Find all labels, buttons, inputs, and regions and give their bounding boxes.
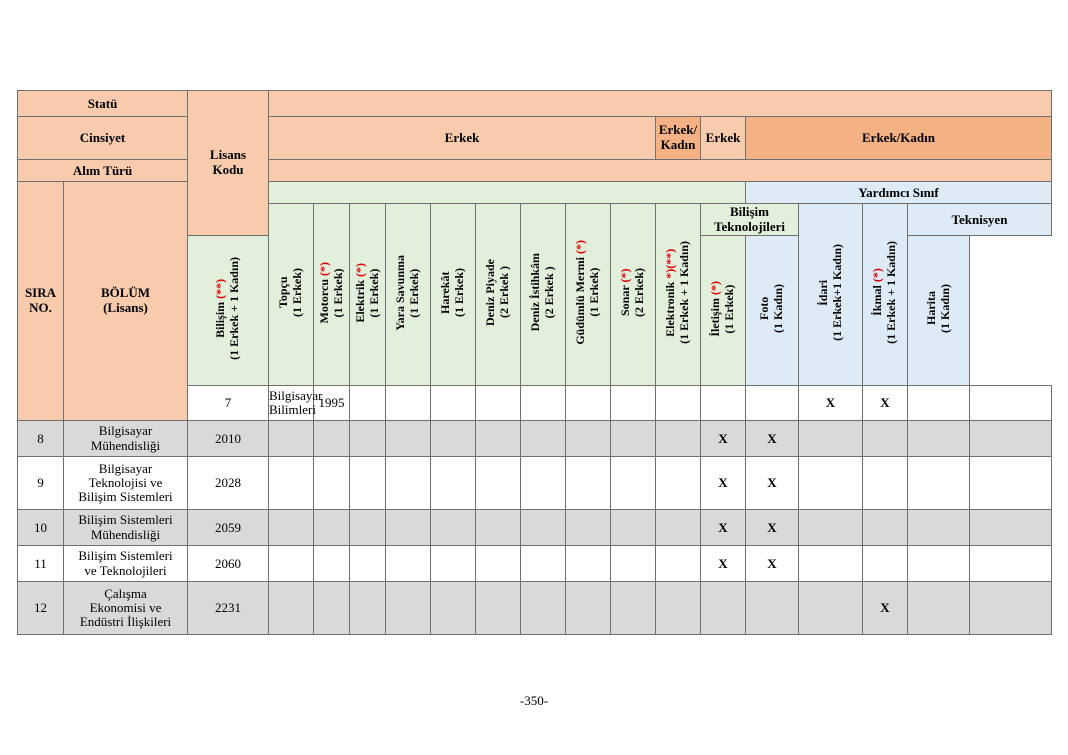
row-department: Bilişim Sistemleri ve Teknolojileri xyxy=(64,546,188,582)
row-mark-cell xyxy=(350,546,386,582)
row-mark-cell xyxy=(431,546,476,582)
row-mark-cell xyxy=(746,582,799,635)
column-header xyxy=(656,204,701,386)
row-mark-cell xyxy=(908,546,970,582)
row-mark-cell xyxy=(350,510,386,546)
row-mark-cell xyxy=(970,546,1052,582)
column-header xyxy=(386,204,431,386)
column-header xyxy=(269,204,314,386)
statu-value-cell xyxy=(269,91,1052,117)
row-license-code: 2231 xyxy=(188,582,269,635)
column-count: (1 Erkek) xyxy=(366,268,381,317)
column-count: (1 Erkek) xyxy=(290,268,304,317)
column-name: Motorcu xyxy=(316,275,331,324)
row-mark-cell xyxy=(314,582,350,635)
column-header xyxy=(431,204,476,386)
row-mark-cell xyxy=(350,386,386,421)
row-mark-cell xyxy=(476,510,521,546)
row-mark-cell xyxy=(611,386,656,421)
row-mark-cell xyxy=(566,546,611,582)
column-header-label xyxy=(277,268,305,317)
column-header xyxy=(746,236,799,386)
row-mark-cell: X xyxy=(701,421,746,457)
row-mark-cell xyxy=(431,510,476,546)
row-mark-cell xyxy=(799,457,863,510)
row-mark-cell xyxy=(701,386,746,421)
row-number: 12 xyxy=(18,582,64,635)
column-header-label xyxy=(664,241,692,344)
row-number: 10 xyxy=(18,510,64,546)
column-header-label xyxy=(758,284,786,333)
row-mark-cell xyxy=(908,457,970,510)
column-count: (1 Kadın) xyxy=(937,283,952,333)
row-number: 11 xyxy=(18,546,64,582)
column-name: Güdümlü Mermi xyxy=(573,254,588,345)
row-mark-cell xyxy=(431,457,476,510)
column-name: Elektrik xyxy=(352,276,367,323)
column-header xyxy=(566,204,611,386)
row-mark-cell xyxy=(970,582,1052,635)
column-count: (1 Erkek + 1 Kadın) xyxy=(884,241,898,344)
allocation-table xyxy=(17,90,1052,635)
column-name: İkmal xyxy=(870,282,885,317)
row-mark-cell xyxy=(521,457,566,510)
sira-no-header: SIRA NO. xyxy=(18,182,64,421)
row-mark-cell xyxy=(656,510,701,546)
column-header-label xyxy=(574,240,602,345)
row-mark-cell xyxy=(566,510,611,546)
column-header-label xyxy=(871,241,899,344)
row-license-code: 2010 xyxy=(188,421,269,457)
bolum-header: BÖLÜM (Lisans) xyxy=(64,182,188,421)
column-header-label xyxy=(529,253,557,331)
row-number: 8 xyxy=(18,421,64,457)
row-mark-cell xyxy=(611,457,656,510)
row-mark-cell xyxy=(431,386,476,421)
column-name: Harita xyxy=(923,291,938,326)
column-name: Deniz Piyade xyxy=(483,259,498,326)
alim-turu-label: Alım Türü xyxy=(18,160,188,182)
row-mark-cell xyxy=(521,421,566,457)
row-mark-cell xyxy=(799,582,863,635)
row-mark-cell xyxy=(799,546,863,582)
row-mark-cell xyxy=(350,421,386,457)
row-mark-cell xyxy=(269,510,314,546)
row-mark-cell xyxy=(386,421,431,457)
row-mark-cell xyxy=(269,546,314,582)
row-license-code: 2060 xyxy=(188,546,269,582)
row-mark-cell xyxy=(431,582,476,635)
row-mark-cell xyxy=(863,510,908,546)
lisans-kodu-header: Lisans Kodu xyxy=(188,91,269,236)
column-header-label xyxy=(619,268,647,317)
column-header xyxy=(611,204,656,386)
column-header xyxy=(908,236,970,386)
row-mark-cell: X xyxy=(701,546,746,582)
row-mark-cell xyxy=(656,546,701,582)
row-department: Bilgisayar Teknolojisi ve Bilişim Sistemleri xyxy=(64,457,188,510)
row-mark-cell xyxy=(863,546,908,582)
column-header-label xyxy=(354,263,382,323)
row-department: Bilgisayar Mühendisliği xyxy=(64,421,188,457)
row-mark-cell xyxy=(386,386,431,421)
row-mark-cell xyxy=(269,457,314,510)
column-header xyxy=(350,204,386,386)
gender-erkek-single: Erkek xyxy=(701,117,746,160)
row-mark-cell xyxy=(476,421,521,457)
row-mark-cell xyxy=(746,386,799,421)
column-count: (2 Erkek ) xyxy=(497,266,511,319)
row-mark-cell xyxy=(386,582,431,635)
column-count: (1 Erkek) xyxy=(452,268,466,317)
column-name: Elektronik xyxy=(663,278,678,337)
row-mark-cell xyxy=(521,546,566,582)
table-row xyxy=(18,582,1052,635)
row-mark-cell xyxy=(908,421,970,457)
row-mark-cell xyxy=(566,421,611,457)
row-mark-cell xyxy=(970,421,1052,457)
yardimci-sinif-header: Yardımcı Sınıf xyxy=(746,182,1052,204)
column-count: (2 Erkek ) xyxy=(542,266,556,319)
column-name: Topçu xyxy=(276,276,291,309)
row-mark-cell xyxy=(908,510,970,546)
row-mark-cell xyxy=(970,457,1052,510)
column-header xyxy=(476,204,521,386)
row-mark-cell xyxy=(611,421,656,457)
row-mark-cell xyxy=(656,582,701,635)
row-mark-cell xyxy=(350,457,386,510)
row-mark-cell xyxy=(799,421,863,457)
column-mark: (*) xyxy=(573,240,588,255)
gender-erkek-kadin-short: Erkek/ Kadın xyxy=(656,117,701,160)
column-name: Bilişim xyxy=(213,298,228,338)
row-mark-cell xyxy=(970,386,1052,421)
row-license-code: 1995 xyxy=(314,386,350,421)
table-row xyxy=(18,421,1052,457)
row-mark-cell xyxy=(566,386,611,421)
column-count: (2 Erkek) xyxy=(632,268,646,317)
row-mark-cell xyxy=(908,582,970,635)
teknisyen-header: Teknisyen xyxy=(908,204,1052,236)
column-name: İletişim xyxy=(708,294,723,337)
column-mark: (*) xyxy=(352,262,367,277)
column-header xyxy=(314,204,350,386)
row-mark-cell xyxy=(476,582,521,635)
table-row xyxy=(18,510,1052,546)
row-mark-cell xyxy=(970,510,1052,546)
table-row xyxy=(18,546,1052,582)
row-mark-cell xyxy=(908,386,970,421)
row-mark-cell: X xyxy=(746,421,799,457)
row-department: Bilişim Sistemleri Mühendisliği xyxy=(64,510,188,546)
column-name: Yara Savunma xyxy=(393,254,408,331)
row-license-code: 2028 xyxy=(188,457,269,510)
column-header-label xyxy=(709,281,737,337)
column-header-label xyxy=(318,262,346,323)
column-header-label xyxy=(925,284,953,333)
column-header-label xyxy=(394,255,422,331)
column-name: İdari xyxy=(815,279,830,306)
column-name: Sonar xyxy=(618,282,633,317)
row-mark-cell: X xyxy=(746,546,799,582)
column-count: (1 Erkek+1 Kadın) xyxy=(829,244,844,341)
row-mark-cell xyxy=(611,582,656,635)
row-mark-cell: X xyxy=(746,510,799,546)
row-mark-cell xyxy=(431,421,476,457)
column-count: (1 Erkek + 1 Kadın) xyxy=(677,241,691,344)
alim-turu-value-cell xyxy=(269,160,1052,182)
column-header-label xyxy=(439,268,467,317)
column-count: (1 Erkek) xyxy=(587,268,601,317)
column-header xyxy=(863,204,908,386)
page-number: -350- xyxy=(519,693,549,708)
row-mark-cell xyxy=(656,386,701,421)
column-header xyxy=(188,236,269,386)
row-mark-cell xyxy=(521,510,566,546)
row-mark-cell xyxy=(701,582,746,635)
row-mark-cell xyxy=(863,457,908,510)
column-mark: *)(**) xyxy=(663,248,678,279)
gender-erkek: Erkek xyxy=(269,117,656,160)
row-mark-cell xyxy=(314,510,350,546)
row-mark-cell xyxy=(521,386,566,421)
row-mark-cell xyxy=(269,421,314,457)
statu-label: Statü xyxy=(18,91,188,117)
row-mark-cell xyxy=(269,582,314,635)
column-mark: (*) xyxy=(708,280,723,295)
column-name: Harekât xyxy=(438,271,453,314)
table-row xyxy=(18,457,1052,510)
row-mark-cell xyxy=(314,546,350,582)
main-class-band xyxy=(269,182,746,204)
column-header-label xyxy=(214,257,242,360)
column-header xyxy=(701,236,746,386)
row-mark-cell: X xyxy=(701,510,746,546)
row-mark-cell xyxy=(656,421,701,457)
column-name: Deniz İstihkâm xyxy=(528,253,543,332)
row-mark-cell: X xyxy=(701,457,746,510)
column-count: (1 Erkek) xyxy=(407,268,421,317)
row-mark-cell xyxy=(386,546,431,582)
column-header-label xyxy=(484,259,512,326)
column-header xyxy=(521,204,566,386)
row-mark-cell: X xyxy=(746,457,799,510)
column-count: (1 Kadın) xyxy=(771,283,785,333)
column-mark: (*) xyxy=(870,268,885,283)
row-number: 9 xyxy=(18,457,64,510)
row-mark-cell xyxy=(386,510,431,546)
row-department: Çalışma Ekonomisi ve Endüstri İlişkileri xyxy=(64,582,188,635)
row-mark-cell xyxy=(350,582,386,635)
row-mark-cell xyxy=(476,457,521,510)
row-mark-cell xyxy=(521,582,566,635)
cinsiyet-label: Cinsiyet xyxy=(18,117,188,160)
column-count: (1 Erkek + 1 Kadın) xyxy=(227,257,241,360)
row-mark-cell xyxy=(863,421,908,457)
row-mark-cell: X xyxy=(863,386,908,421)
column-name: Foto xyxy=(757,296,772,321)
column-mark: (*) xyxy=(316,261,331,276)
row-department: Bilgisayar Bilimleri xyxy=(269,386,314,421)
row-mark-cell xyxy=(314,457,350,510)
row-mark-cell xyxy=(476,386,521,421)
row-mark-cell: X xyxy=(863,582,908,635)
row-mark-cell xyxy=(386,457,431,510)
row-mark-cell xyxy=(476,546,521,582)
column-mark: (**) xyxy=(213,278,228,299)
column-count: (1 Erkek) xyxy=(330,268,345,317)
column-count: (1 Erkek) xyxy=(722,284,736,333)
row-mark-cell xyxy=(611,546,656,582)
column-header xyxy=(799,204,863,386)
row-mark-cell xyxy=(566,457,611,510)
row-mark-cell xyxy=(314,421,350,457)
column-header-label xyxy=(817,244,845,341)
row-number: 7 xyxy=(188,386,269,421)
column-mark: (*) xyxy=(618,268,633,283)
gender-erkek-kadin: Erkek/Kadın xyxy=(746,117,1052,160)
row-mark-cell xyxy=(566,582,611,635)
row-mark-cell xyxy=(611,510,656,546)
row-mark-cell: X xyxy=(799,386,863,421)
row-license-code: 2059 xyxy=(188,510,269,546)
row-mark-cell xyxy=(799,510,863,546)
bilisim-teknolojileri-header: Bilişim Teknolojileri xyxy=(701,204,799,236)
row-mark-cell xyxy=(656,457,701,510)
